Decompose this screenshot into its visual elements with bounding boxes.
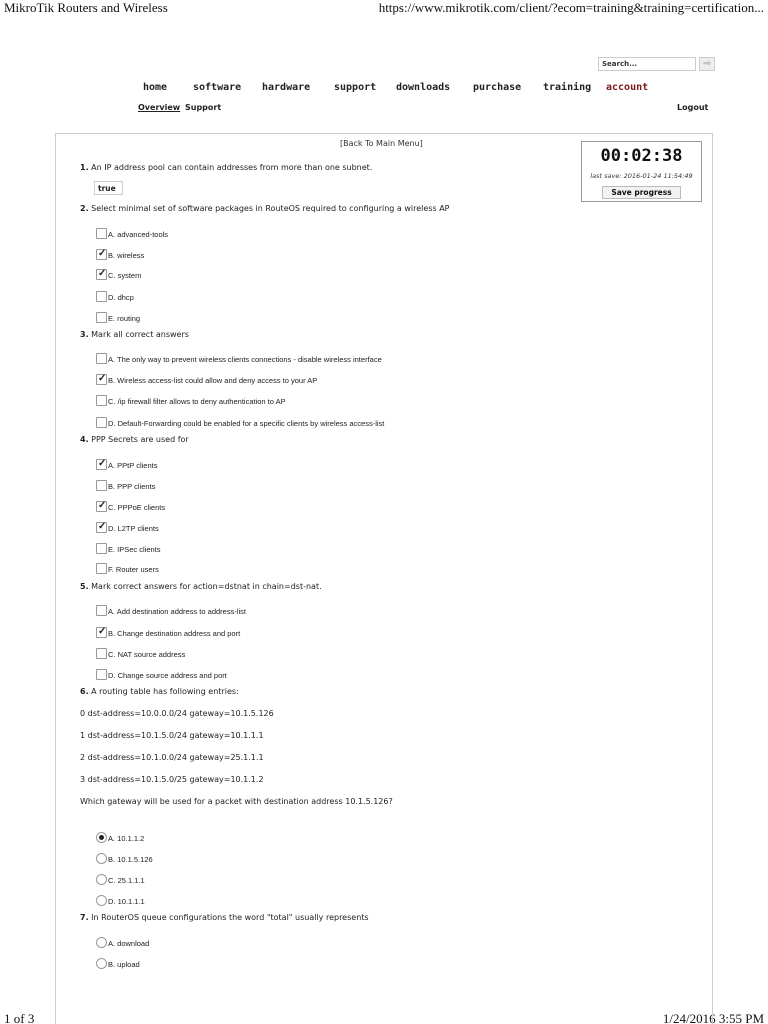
checkbox-checked[interactable]: [96, 269, 107, 280]
option-label: A. PPtP clients: [108, 461, 158, 470]
question-6: [80, 687, 239, 696]
nav-home[interactable]: home: [143, 82, 168, 93]
print-header-title: MikroTik Routers and Wireless: [4, 0, 168, 15]
nav-hardware[interactable]: hardware: [262, 82, 311, 93]
option-label: D. 10.1.1.1: [108, 897, 145, 906]
radio[interactable]: [96, 937, 107, 948]
q6-option-d[interactable]: [96, 894, 145, 906]
question-number: 6.: [80, 687, 89, 696]
option-label: B. 10.1.5.126: [108, 855, 153, 864]
radio[interactable]: [96, 895, 107, 906]
print-footer-datetime: 1/24/2016 3:55 PM: [662, 1011, 764, 1024]
option-label: C. 25.1.1.1: [108, 876, 145, 885]
question-number: 4.: [80, 435, 89, 444]
question-number: 2.: [80, 204, 89, 213]
q1-answer-input[interactable]: true: [94, 181, 123, 195]
q2-option-a[interactable]: [96, 227, 168, 239]
q5-option-a[interactable]: [96, 604, 246, 616]
q7-option-a[interactable]: [96, 936, 149, 948]
radio-selected[interactable]: [96, 832, 107, 843]
question-7: [80, 913, 369, 922]
save-progress-button[interactable]: Save progress: [602, 186, 680, 199]
subnav-overview[interactable]: Overview: [138, 103, 181, 112]
q4-option-b[interactable]: [96, 479, 155, 491]
question-number: 5.: [80, 582, 89, 591]
back-to-main-menu-link[interactable]: [Back To Main Menu]: [340, 139, 423, 148]
question-3: [80, 330, 189, 339]
search-input[interactable]: Search...: [598, 57, 696, 71]
nav-software[interactable]: software: [193, 82, 242, 93]
question-text: In RouterOS queue configurations the word "total" usually represents: [91, 913, 369, 922]
q3-option-a[interactable]: [96, 352, 382, 364]
q2-option-b[interactable]: [96, 248, 144, 260]
checkbox-checked[interactable]: [96, 522, 107, 533]
q4-option-d[interactable]: [96, 521, 159, 533]
question-text: PPP Secrets are used for: [91, 435, 189, 444]
option-label: D. Default-Forwarding could be enabled for a specific clients by wireless access-list: [108, 419, 385, 428]
checkbox[interactable]: [96, 228, 107, 239]
option-label: A. Add destination address to address-list: [108, 607, 246, 616]
q6-option-b[interactable]: [96, 852, 153, 864]
timer-time: 00:02:38: [600, 146, 683, 166]
option-label: C. PPPoE clients: [108, 503, 166, 512]
option-label: A. The only way to prevent wireless clients connections - disable wireless interface: [108, 355, 382, 364]
logout-link[interactable]: Logout: [677, 103, 709, 112]
option-label: A. download: [108, 939, 150, 948]
exam-panel: [55, 133, 713, 1024]
checkbox[interactable]: [96, 395, 107, 406]
checkbox[interactable]: [96, 291, 107, 302]
question-number: 7.: [80, 913, 89, 922]
option-label: D. dhcp: [108, 293, 134, 302]
q2-option-d[interactable]: [96, 290, 134, 302]
option-label: B. upload: [108, 960, 140, 969]
question-4: [80, 435, 189, 444]
question-5: [80, 582, 322, 591]
nav-downloads[interactable]: downloads: [396, 82, 451, 93]
q5-option-d[interactable]: [96, 668, 227, 680]
q3-option-c[interactable]: [96, 394, 286, 406]
radio[interactable]: [96, 853, 107, 864]
question-1: [80, 163, 372, 172]
checkbox-checked[interactable]: [96, 249, 107, 260]
route-entry: 1 dst-address=10.1.5.0/24 gateway=10.1.1.1: [80, 731, 264, 740]
checkbox-checked[interactable]: [96, 374, 107, 385]
checkbox[interactable]: [96, 543, 107, 554]
option-label: D. L2TP clients: [108, 524, 159, 533]
option-label: B. Wireless access-list could allow and deny access to your AP: [108, 376, 318, 385]
subnav-support[interactable]: Support: [185, 103, 222, 112]
q4-option-e[interactable]: [96, 542, 161, 554]
print-footer-page: 1 of 3: [4, 1011, 35, 1024]
option-label: E. routing: [108, 314, 141, 323]
q6-option-a[interactable]: [96, 831, 144, 843]
q2-option-e[interactable]: [96, 311, 140, 323]
q2-option-c[interactable]: [96, 268, 141, 280]
nav-support[interactable]: support: [334, 82, 377, 93]
checkbox[interactable]: [96, 312, 107, 323]
question-number: 1.: [80, 163, 89, 172]
main-nav: [0, 82, 768, 96]
print-header-url: https://www.mikrotik.com/client/?ecom=training&training=certification...: [378, 0, 764, 15]
question-text: A routing table has following entries:: [91, 687, 239, 696]
q3-option-b[interactable]: [96, 373, 317, 385]
question-text: Mark correct answers for action=dstnat in chain=dst-nat.: [91, 582, 322, 591]
q5-option-b[interactable]: [96, 626, 240, 638]
option-label: B. wireless: [108, 251, 145, 260]
q5-option-c[interactable]: [96, 647, 185, 659]
question-2: [80, 204, 450, 213]
option-label: B. Change destination address and port: [108, 629, 241, 638]
option-label: C. system: [108, 271, 142, 280]
checkbox[interactable]: [96, 563, 107, 574]
nav-account[interactable]: account: [606, 82, 649, 93]
checkbox[interactable]: [96, 353, 107, 364]
checkbox[interactable]: [96, 417, 107, 428]
route-entry: 2 dst-address=10.1.0.0/24 gateway=25.1.1.1: [80, 753, 264, 762]
checkbox[interactable]: [96, 648, 107, 659]
search-go-icon[interactable]: ⇨: [699, 57, 715, 71]
checkbox[interactable]: [96, 480, 107, 491]
q4-option-c[interactable]: [96, 500, 165, 512]
radio[interactable]: [96, 958, 107, 969]
checkbox[interactable]: [96, 669, 107, 680]
option-label: E. IPSec clients: [108, 545, 161, 554]
option-label: F. Router users: [108, 565, 159, 574]
q7-option-b[interactable]: [96, 957, 140, 969]
q4-option-f[interactable]: [96, 562, 159, 574]
option-label: A. advanced-tools: [108, 230, 169, 239]
question-number: 3.: [80, 330, 89, 339]
q6-option-c[interactable]: [96, 873, 145, 885]
q6-question: Which gateway will be used for a packet with destination address 10.1.5.126?: [80, 797, 393, 806]
option-label: C. /ip firewall filter allows to deny authentication to AP: [108, 397, 286, 406]
timer-box: [581, 141, 702, 202]
checkbox-checked[interactable]: [96, 459, 107, 470]
option-label: A. 10.1.1.2: [108, 834, 145, 843]
option-label: B. PPP clients: [108, 482, 156, 491]
timer-last-save: last save: 2016-01-24 11:54:49: [590, 172, 693, 180]
nav-training[interactable]: training: [543, 82, 592, 93]
q4-option-a[interactable]: [96, 458, 157, 470]
option-label: C. NAT source address: [108, 650, 186, 659]
question-text: An IP address pool can contain addresses from more than one subnet.: [91, 163, 373, 172]
route-entry: 0 dst-address=10.0.0.0/24 gateway=10.1.5.126: [80, 709, 274, 718]
radio[interactable]: [96, 874, 107, 885]
option-label: D. Change source address and port: [108, 671, 227, 680]
checkbox-checked[interactable]: [96, 627, 107, 638]
checkbox[interactable]: [96, 605, 107, 616]
checkbox-checked[interactable]: [96, 501, 107, 512]
q3-option-d[interactable]: [96, 416, 384, 428]
question-text: Select minimal set of software packages in RouteOS required to configuring a wireless AP: [91, 204, 450, 213]
question-text: Mark all correct answers: [91, 330, 189, 339]
route-entry: 3 dst-address=10.1.5.0/25 gateway=10.1.1.2: [80, 775, 264, 784]
nav-purchase[interactable]: purchase: [473, 82, 522, 93]
